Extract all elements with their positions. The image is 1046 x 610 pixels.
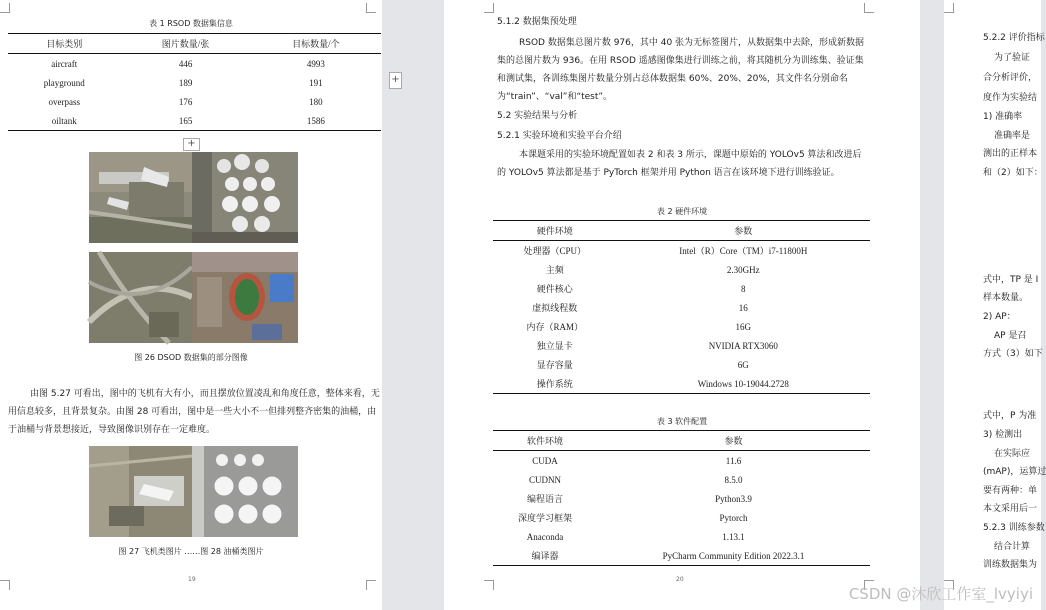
- table-cell: oiltank: [8, 111, 120, 131]
- playground-image: [192, 252, 298, 343]
- page3-text-line: 准确率是: [994, 131, 1031, 141]
- page3-text-line: 测出的正样本: [983, 149, 1038, 159]
- crop-mark: [366, 3, 376, 13]
- table-header: 硬件环境: [493, 221, 617, 241]
- oiltank-image: [192, 152, 298, 243]
- table-cell: 1586: [251, 111, 381, 131]
- table-row: [493, 546, 870, 566]
- crop-mark: [944, 3, 954, 13]
- body-paragraph: 由图 5.27 可看出，图中的飞机有大有小，而且摆放位置凌乱和角度任意，整体来看，无用信息较多，且背景复杂。由图 28 可看出，图中是一些大小不一但排列整齐密集的油桶，由于油桶与背景想接近，导致图像识别存在一定难度。: [8, 389, 380, 435]
- table-cell: 191: [309, 77, 323, 88]
- page3-text-line: 合分析评价，: [983, 73, 1038, 83]
- table-cell: 深度学习框架: [517, 513, 572, 523]
- table-cell: PyCharm Community Edition 2022.3.1: [597, 546, 870, 566]
- table-row: [493, 527, 870, 546]
- table-cell: 16: [738, 302, 748, 313]
- rsod-dataset-table: [8, 33, 381, 131]
- table-cell: 主频: [545, 265, 564, 275]
- body-paragraph: 本课题采用的实验环境配置如表 2 和表 3 所示，课题中原始的 YOLOv5 算法和改进后的 YOLOv5 算法都是基于 PyTorch 框架并用 Python 语言在该环境下进行训练验证。: [497, 150, 862, 178]
- hardware-environment-table: [493, 220, 870, 394]
- table-cell: 操作系统: [493, 374, 617, 394]
- watermark: CSDN @沐欣工作室_lvyiyi: [848, 585, 1033, 603]
- crop-mark: [484, 580, 494, 590]
- table-row: [493, 241, 870, 261]
- table-cell: 165: [120, 111, 250, 131]
- crop-mark: [0, 3, 10, 13]
- table-row: [493, 508, 870, 527]
- body-paragraph: RSOD 数据集总图片数 976，其中 40 张为无标签图片，从数据集中去除，形成新数据集的总图片数为 936。在用 RSOD 遥感图像集进行训练之前，将其随机分为训练集、验证集和测试集，各训练集图片数量分别占总体数据集 60%、20%、20%，其文件名分别命名为“train”、“val”和“test”。: [497, 38, 865, 102]
- table-header: 软件环境: [493, 431, 597, 451]
- aircraft-image: [89, 152, 192, 243]
- page3-text-line: 为了验证: [994, 53, 1031, 63]
- table2-title: 表 2 硬件环境: [656, 207, 708, 216]
- aircraft-image: [89, 446, 192, 537]
- table-cell: playground: [43, 77, 85, 88]
- page3-text-line: 1) 准确率: [983, 112, 1023, 122]
- table-row: [8, 54, 381, 74]
- table-cell: 虚拟线程数: [532, 303, 578, 313]
- table-cell: 1.13.1: [722, 531, 745, 542]
- table-row: [8, 92, 381, 111]
- table-cell: 176: [178, 96, 193, 107]
- table-row: [493, 298, 870, 317]
- table-cell: NVIDIA RTX3060: [708, 340, 778, 351]
- document-page-21-partial: [944, 0, 1046, 610]
- page3-text-line: 5.2.2 评价指标: [983, 33, 1045, 43]
- table-header: 参数: [617, 221, 870, 241]
- table-cell: 显存容量: [536, 360, 573, 370]
- table-cell: CUDA: [532, 455, 558, 466]
- table-cell: aircraft: [51, 58, 78, 69]
- table-cell: 4993: [306, 58, 325, 69]
- table-cell: 189: [178, 77, 193, 88]
- table-cell: Windows 10-19044.2728: [617, 374, 870, 394]
- table-cell: 11.6: [725, 455, 742, 466]
- crop-mark: [0, 580, 10, 590]
- page3-text-line: 式中，P 为准: [983, 411, 1037, 421]
- table-cell: 8: [741, 283, 746, 294]
- table-row: [493, 260, 870, 279]
- page3-text-line: 要有两种：单: [983, 486, 1038, 496]
- table-header: 参数: [597, 431, 870, 451]
- table-cell: 6G: [737, 359, 749, 370]
- add-table-row-button[interactable]: +: [183, 138, 200, 151]
- crop-mark: [864, 3, 874, 13]
- page3-text-line: 和（2）如下：: [983, 168, 1043, 178]
- table-cell: 8.5.0: [724, 474, 743, 485]
- section-heading-5-2-1: 5.2.1 实验环境和实验平台介绍: [497, 131, 622, 141]
- table-cell: Anaconda: [526, 531, 564, 542]
- section-heading-5-2: 5.2 实验结果与分析: [497, 111, 578, 121]
- section-heading-5-1-2: 5.1.2 数据集预处理: [497, 17, 577, 27]
- add-table-column-button[interactable]: +: [389, 72, 402, 89]
- table-row: [493, 374, 870, 394]
- page-number: 19: [188, 576, 196, 583]
- table-cell: 处理器（CPU）: [523, 246, 587, 256]
- figure-27-28-caption: 图 27 飞机类图片 ……图 28 油桶类图片: [118, 547, 264, 556]
- table-cell: 编译器: [493, 546, 597, 566]
- table-cell: 2.30GHz: [726, 264, 760, 275]
- page3-text-line: 式中，TP 是 I: [983, 275, 1039, 285]
- page3-text-line: 本文采用后一: [983, 504, 1038, 514]
- table-row: [493, 470, 870, 489]
- table-header: 目标数量/个: [251, 34, 381, 54]
- table-cell: 180: [309, 96, 323, 107]
- table-cell: Intel（R）Core（TM）i7-11800H: [679, 246, 808, 256]
- table-row: [493, 451, 870, 471]
- table-cell: overpass: [48, 96, 80, 107]
- table-row: [493, 489, 870, 508]
- table-cell: CUDNN: [528, 474, 561, 485]
- software-configuration-table: [493, 430, 870, 566]
- crop-mark: [484, 3, 494, 13]
- table-cell: 硬件核心: [536, 284, 573, 294]
- page3-text-line: 方式（3）如下: [983, 349, 1043, 359]
- document-page-20: [444, 0, 920, 610]
- crop-mark: [366, 580, 376, 590]
- overpass-image: [89, 252, 192, 343]
- table-cell: 内存（RAM）: [526, 322, 584, 332]
- page3-text-line: 2) AP：: [983, 312, 1016, 322]
- table-cell: 446: [178, 58, 193, 69]
- table3-title: 表 3 软件配置: [656, 417, 708, 426]
- table1-title: 表 1 RSOD 数据集信息: [149, 19, 233, 28]
- page3-text-line: AP 是召: [994, 331, 1027, 341]
- table-header: 目标类别: [8, 34, 120, 54]
- table-row: [493, 279, 870, 298]
- table-row: [493, 317, 870, 336]
- table-cell: Pytorch: [719, 512, 748, 523]
- table-cell: Python3.9: [715, 493, 752, 504]
- table-row: [8, 73, 381, 92]
- table-cell: 16G: [735, 321, 752, 332]
- table-cell: 独立显卡: [536, 341, 573, 351]
- table-header: 图片数量/张: [120, 34, 250, 54]
- page3-text-line: 训练数据集为: [983, 560, 1038, 570]
- page3-text-line: 结合计算: [994, 542, 1031, 552]
- table-row: [493, 355, 870, 374]
- page3-text-line: 3) 检测出: [983, 430, 1023, 440]
- page3-text-line: (mAP)，运算过: [983, 467, 1046, 477]
- page3-text-line: 在实际应: [994, 449, 1031, 459]
- oiltank-image: [192, 446, 298, 537]
- table-row: [493, 336, 870, 355]
- figure-26-caption: 图 26 DSOD 数据集的部分图像: [134, 353, 248, 362]
- document-page-19: [0, 0, 400, 610]
- page3-text-line: 度作为实验结: [983, 93, 1038, 103]
- page-number: 20: [676, 576, 684, 583]
- table-cell: 编程语言: [526, 494, 563, 504]
- page3-text-line: 样本数量。: [983, 293, 1029, 303]
- page3-text-line: 5.2.3 训练参数: [983, 523, 1045, 533]
- table-row: [8, 111, 381, 131]
